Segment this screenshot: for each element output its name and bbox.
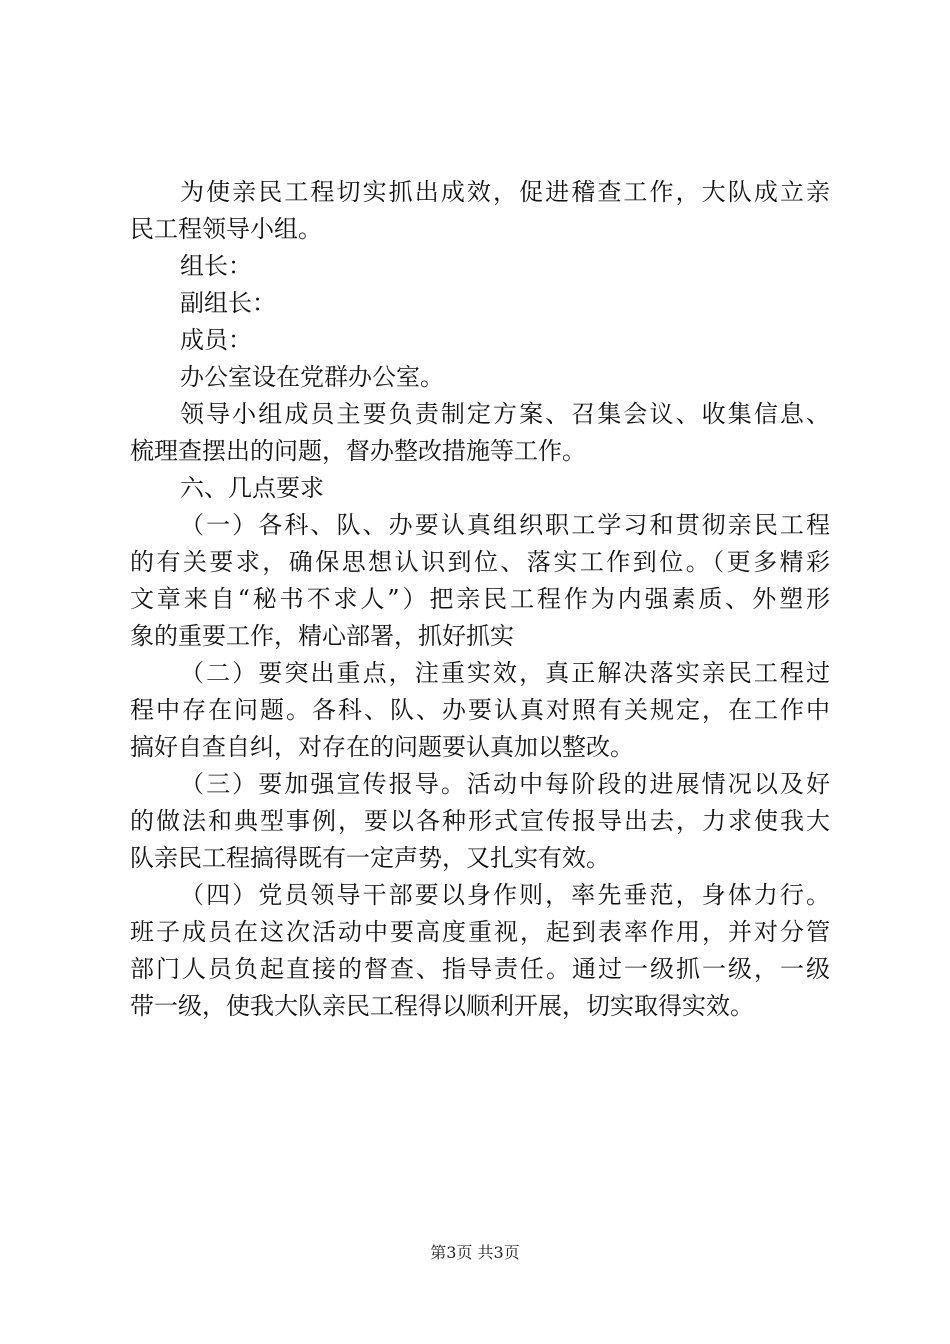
text-line: 队亲民工程搞得既有一定声势，又扎实有效。 <box>130 844 610 872</box>
document-body <box>130 174 830 1025</box>
text-line: （三）要加强宣传报导。活动中每阶段的进展情况以及好 <box>180 770 830 798</box>
text-line: 班子成员在这次活动中要高度重视，起到表率作用，并对分管 <box>130 918 830 946</box>
text-line: 带一级，使我大队亲民工程得以顺利开展，切实取得实效。 <box>130 992 754 1020</box>
text-line: 梳理查摆出的问题，督办整改措施等工作。 <box>130 437 586 465</box>
text-line: 民工程领导小组。 <box>130 215 322 243</box>
page-number: 第3页 共3页 <box>430 1243 520 1262</box>
text-line: 搞好自查自纠，对存在的问题要认真加以整改。 <box>130 733 634 761</box>
text-line: 组长： <box>180 252 252 280</box>
text-line: 的做法和典型事例，要以各种形式宣传报导出去，力求使我大 <box>130 807 830 835</box>
text-line: （二）要突出重点，注重实效，真正解决落实亲民工程过 <box>180 659 830 687</box>
text-line: 成员： <box>180 326 252 354</box>
text-line: （一）各科、队、办要认真组织职工学习和贯彻亲民工程 <box>180 511 830 539</box>
text-line: 象的重要工作，精心部署，抓好抓实 <box>130 622 514 650</box>
text-line: 办公室设在党群办公室。 <box>180 363 444 391</box>
text-line: 为使亲民工程切实抓出成效，促进稽查工作，大队成立亲 <box>180 178 830 206</box>
text-line: 部门人员负起直接的督查、指导责任。通过一级抓一级，一级 <box>130 955 830 983</box>
text-line: 领导小组成员主要负责制定方案、召集会议、收集信息、 <box>180 400 830 428</box>
section-heading: 六、几点要求 <box>180 474 324 502</box>
text-line: 副组长： <box>180 289 276 317</box>
text-line: 程中存在问题。各科、队、办要认真对照有关规定，在工作中 <box>130 696 830 724</box>
text-line: 的有关要求，确保思想认识到位、落实工作到位。（更多精彩 <box>130 548 830 576</box>
text-line: 文章来自“秘书不求人”）把亲民工程作为内强素质、外塑形 <box>130 585 830 613</box>
text-line: （四）党员领导干部要以身作则，率先垂范，身体力行。 <box>180 881 830 909</box>
page-footer <box>0 1243 950 1263</box>
